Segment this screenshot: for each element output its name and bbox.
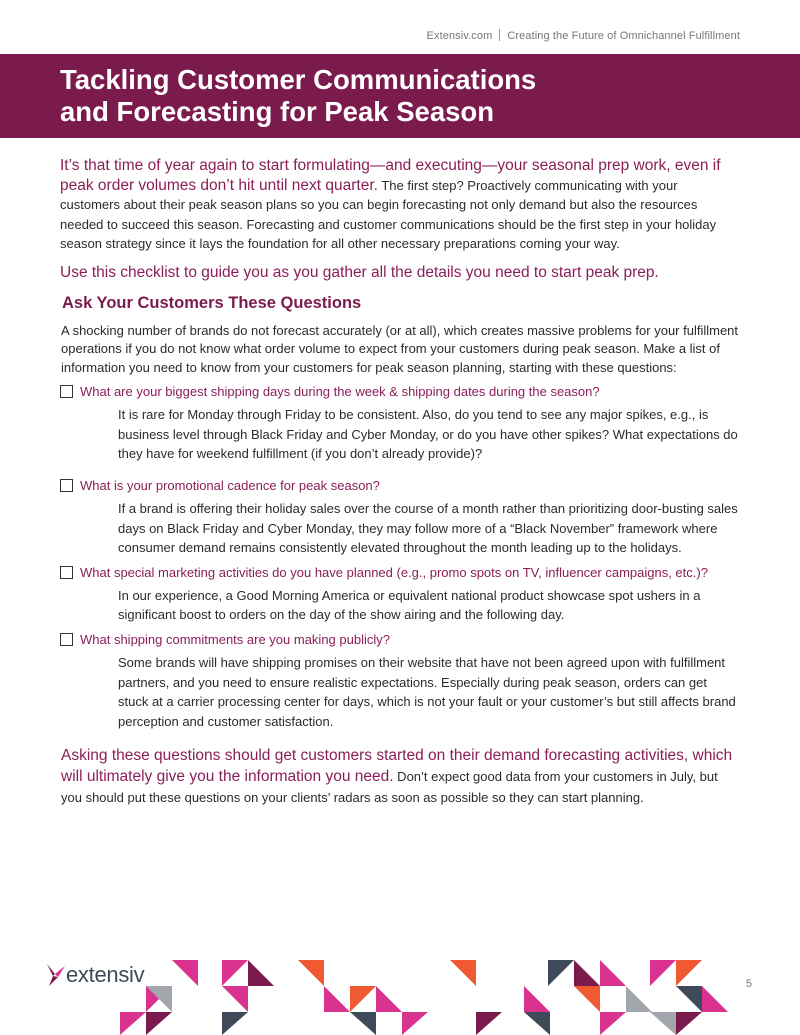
checkbox-icon[interactable] xyxy=(60,633,73,646)
section-intro: A shocking number of brands do not forecast accurately (or at all), which creates massive problems for your fulfillment operations if you do not know what order volume to expect from your customers during peak season. Make a list of information you need to know from your customers for peak season planning, starting with these questions: xyxy=(61,322,739,375)
checkbox-icon[interactable] xyxy=(60,385,73,398)
title-banner xyxy=(0,54,800,138)
checklist-item xyxy=(60,384,740,464)
lead-paragraph xyxy=(60,156,740,254)
checklist-item xyxy=(60,565,740,625)
page-number: 5 xyxy=(745,978,752,990)
answer-text: In our experience, a Good Morning America or equivalent national product showcase spot ushers in a significant boost to orders on the day of the show airing and the following day. xyxy=(118,587,701,623)
top-header xyxy=(427,29,740,42)
header-tagline: Creating the Future of Omnichannel Fulfillment xyxy=(507,30,740,42)
checkbox-icon[interactable] xyxy=(60,566,73,579)
decorative-triangle-pattern xyxy=(0,955,800,1035)
answer-text: Some brands will have shipping promises on their website that have not been agreed upon with fulfillment partners, and you need to ensure realistic expectations. Especially during peak season, orders can get stuck at a carrier processing center for days, which is not your fault or your customer’s but still affects brand perception and customer satisfaction. xyxy=(118,654,736,729)
answer-text: It is rare for Monday through Friday to be consistent. Also, do you tend to see any major spikes, e.g., is business level through Black Friday and Cyber Monday, or do you have other spikes? What expectations do they have for weekend fulfillment (if you don’t already provide)? xyxy=(118,407,738,462)
closing-body: Don’t expect good data from your customers in July, but you should put these questions on your clients’ radars as soon as possible so they can start planning. xyxy=(61,769,718,806)
checklist-item xyxy=(60,632,740,731)
pull-quote: Use this checklist to guide you as you gather all the details you need to start peak prep. xyxy=(60,263,659,281)
page-title: Tackling Customer Communications and Forecasting for Peak Season xyxy=(60,64,537,127)
site-link[interactable]: Extensiv.com xyxy=(426,30,493,42)
closing-highlight: Asking these questions should get customers started on their demand forecasting activities, which will ultimately give you the information you need. xyxy=(61,747,733,786)
checklist-item xyxy=(60,478,740,558)
question-text: What special marketing activities do you have planned (e.g., promo spots on TV, influencer campaigns, etc.)? xyxy=(80,564,708,580)
answer-text: If a brand is offering their holiday sales over the course of a month rather than prioritizing door-busting sales days on Black Friday and Cyber Monday, they may follow more of a “Black November” framework where consumer demand remains consistently elevated throughout the month leading up to the holidays. xyxy=(118,500,738,556)
header-divider xyxy=(499,29,500,41)
question-text: What shipping commitments are you making publicly? xyxy=(80,631,390,647)
checkbox-icon[interactable] xyxy=(60,479,73,492)
closing-paragraph xyxy=(61,745,740,808)
section-heading: Ask Your Customers These Questions xyxy=(62,293,362,312)
question-text: What is your promotional cadence for peak season? xyxy=(80,477,380,493)
main-content xyxy=(60,156,740,808)
logo-wordmark: extensiv xyxy=(66,962,145,987)
lead-body: The first step? Proactively communicating with your customers about their peak season plans so you can begin forecasting not only demand but also the resources needed to succeed this season. Forecasting and customer communications should be the first step in your holiday season strategy since it lays the foundation for all other necessary preparations coming your way. xyxy=(60,177,717,252)
question-text: What are your biggest shipping days during the week & shipping dates during the season? xyxy=(80,384,600,400)
lead-highlight: It’s that time of year again to start formulating—and executing—your seasonal prep work, even if peak order volumes don’t hit until next quarter. xyxy=(60,157,721,194)
